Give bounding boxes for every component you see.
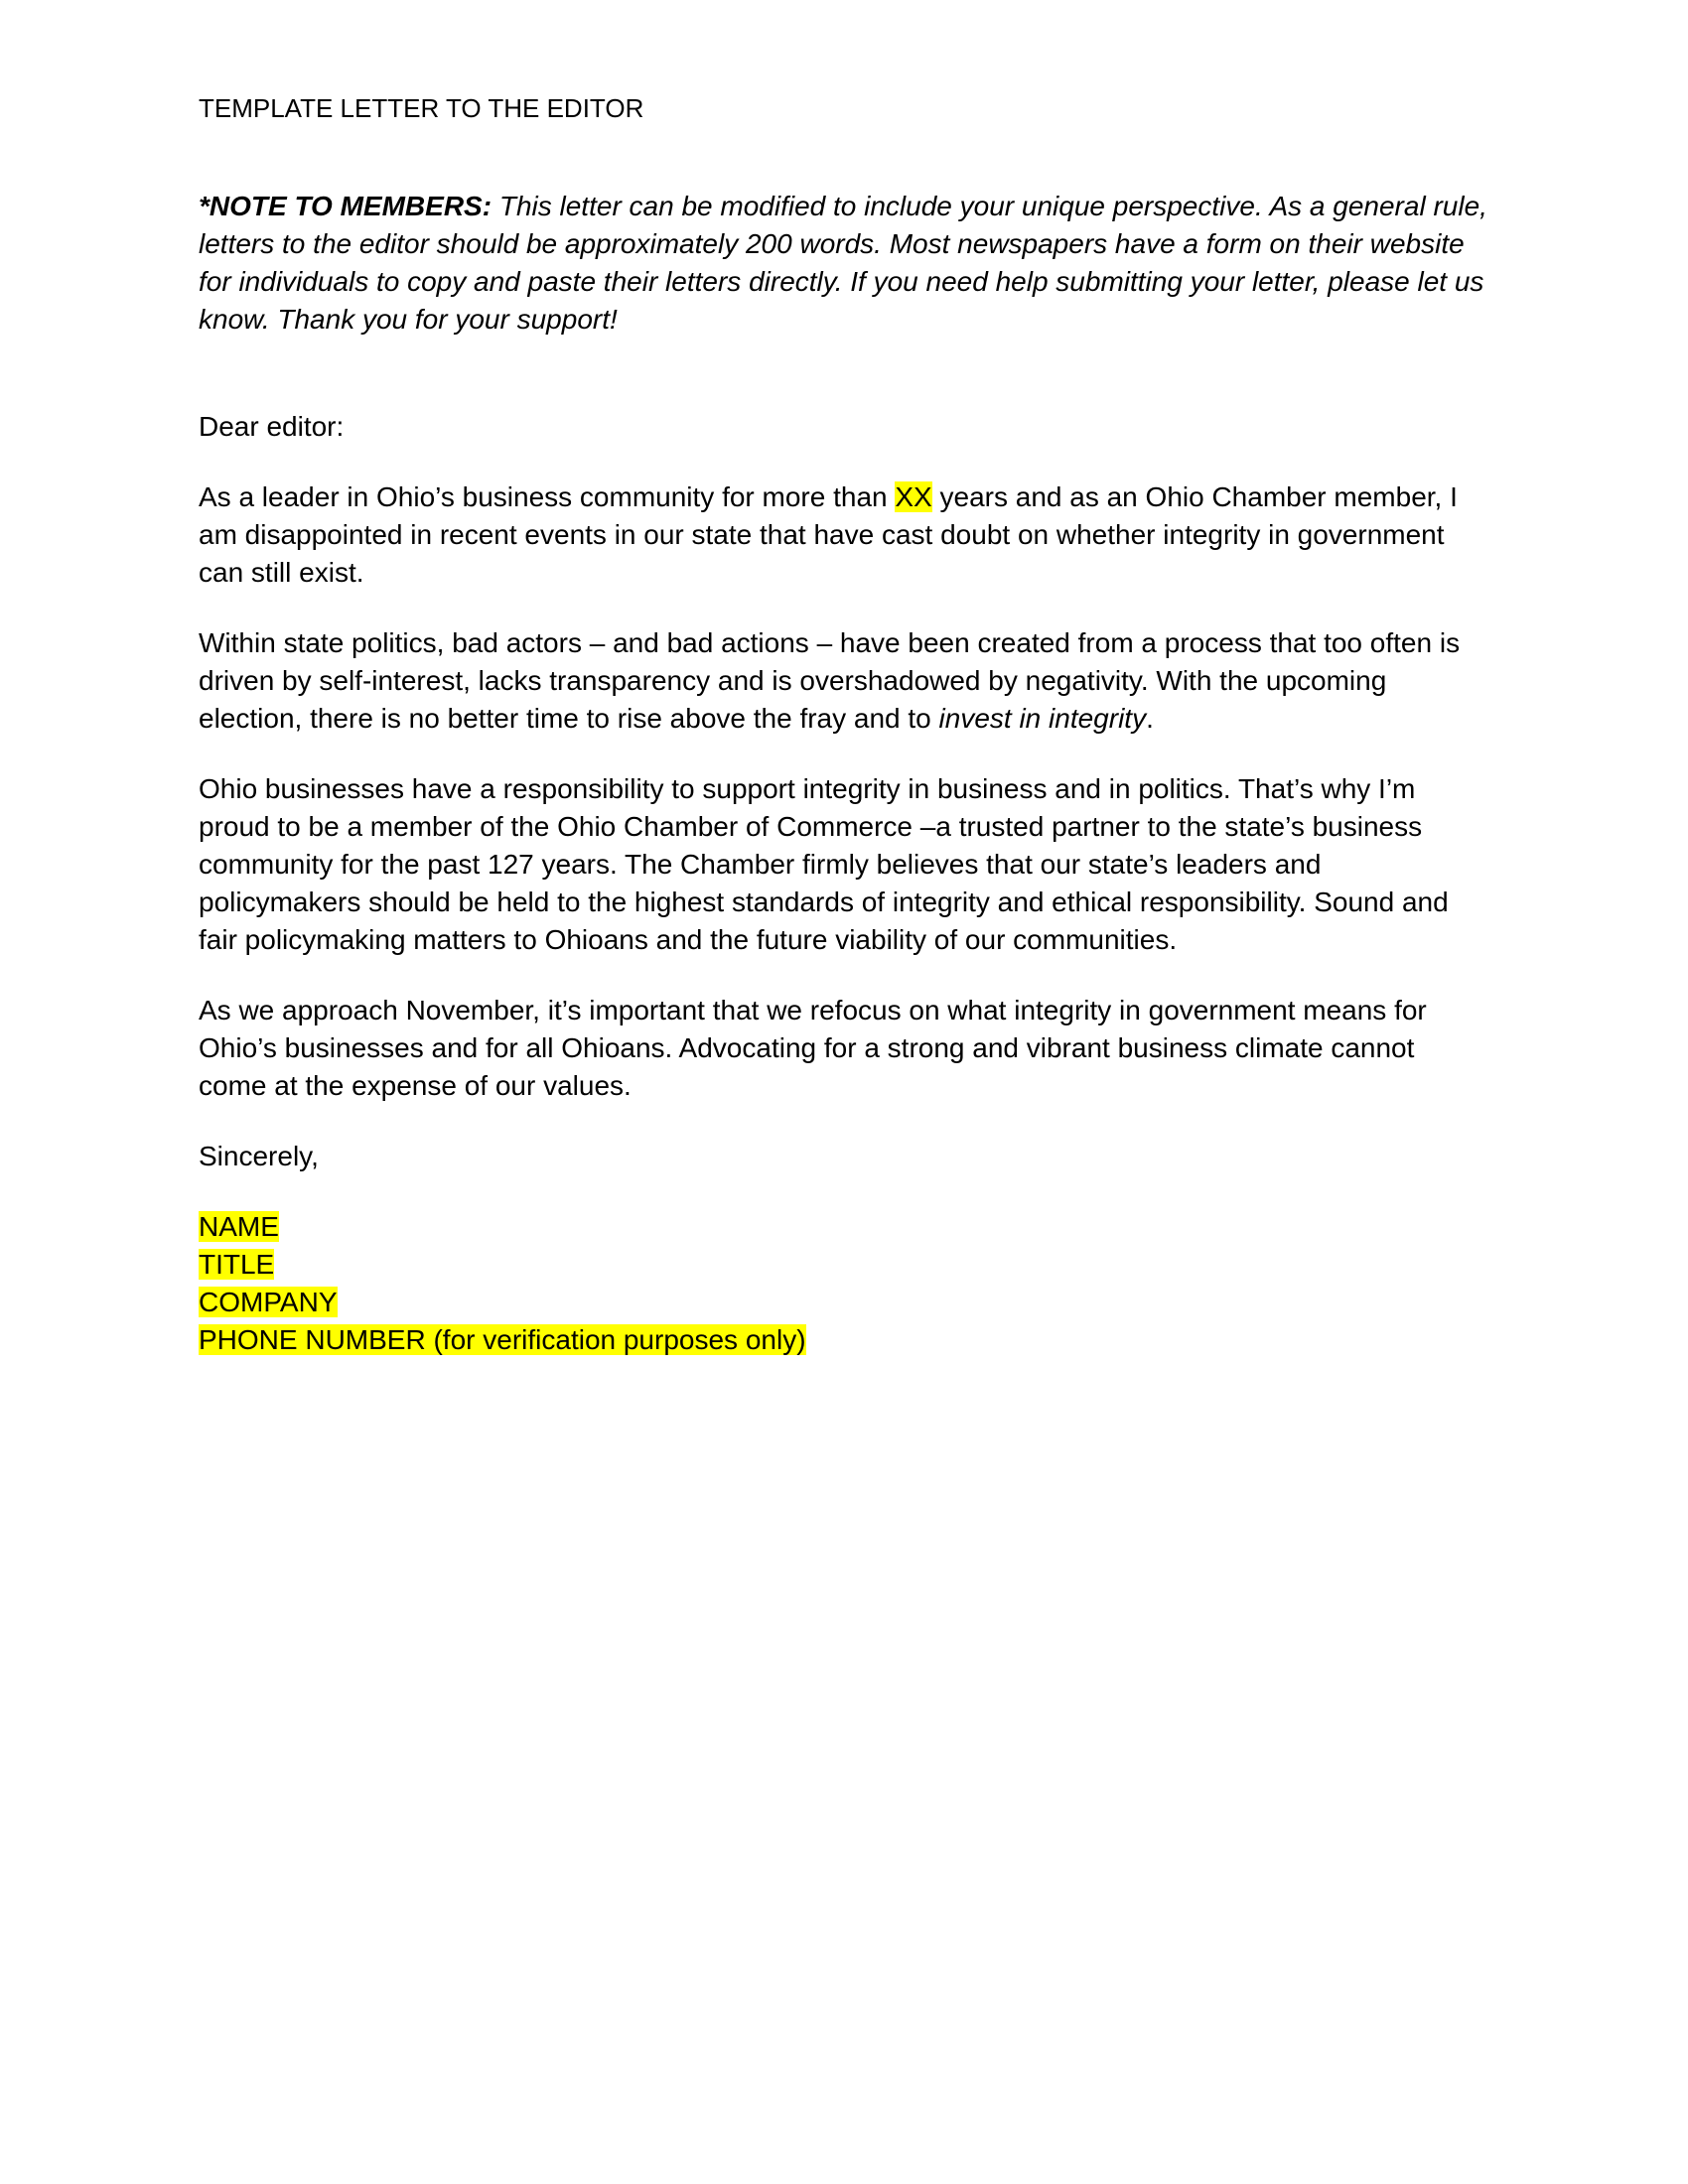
signature-phone: PHONE NUMBER (for verification purposes only)	[199, 1324, 806, 1355]
signature-block	[199, 1208, 1489, 1359]
paragraph-2-text-start: Within state politics, bad actors – and bad actions – have been created from a process that too often is driven by self-interest, lacks transparency and is overshadowed by negativity. With the upcoming election, there is no better time to rise above the fray and to	[199, 627, 1461, 734]
note-to-members	[199, 188, 1489, 339]
note-text: This letter can be modified to include your unique perspective. As a general rule, letters to the editor should be approximately 200 words. Most newspapers have a form on their website for individuals to copy and paste their letters directly. If you need help submitting your letter, please let us know. Thank you for your support!	[199, 191, 1487, 335]
years-placeholder-highlight: XX	[895, 481, 932, 512]
paragraph-1	[199, 478, 1489, 592]
paragraph-2	[199, 624, 1489, 738]
paragraph-2-text-end: .	[1146, 703, 1154, 734]
letter-content	[199, 89, 1489, 1359]
signature-name: NAME	[199, 1211, 279, 1242]
signature-name-line	[199, 1208, 1489, 1246]
paragraph-2-emphasis: invest in integrity	[938, 703, 1147, 734]
signature-phone-line	[199, 1321, 1489, 1359]
paragraph-1-text-end: years and as an Ohio Chamber member, I am disappointed in recent events in our state that have cast doubt on whether integrity in government can still exist.	[199, 481, 1458, 588]
note-label: *NOTE TO MEMBERS:	[199, 191, 492, 221]
signature-title: TITLE	[199, 1249, 275, 1280]
signature-title-line	[199, 1246, 1489, 1284]
document-title: TEMPLATE LETTER TO THE EDITOR	[199, 93, 644, 123]
closing: Sincerely,	[199, 1141, 319, 1171]
paragraph-4: As we approach November, it’s important that we refocus on what integrity in government means for Ohio’s businesses and for all Ohioans. Advocating for a strong and vibrant business climate cannot come at the expense of our values.	[199, 995, 1427, 1101]
paragraph-3: Ohio businesses have a responsibility to support integrity in business and in politics. That’s why I’m proud to be a member of the Ohio Chamber of Commerce –a trusted partner to the state’s business community for the past 127 years. The Chamber firmly believes that our state’s leaders and policymakers should be held to the highest standards of integrity and ethical responsibility. Sound and fair policymaking matters to Ohioans and the future viability of our communities.	[199, 773, 1449, 955]
signature-company: COMPANY	[199, 1287, 338, 1317]
paragraph-1-text-start: As a leader in Ohio’s business community for more than	[199, 481, 896, 512]
salutation: Dear editor:	[199, 411, 345, 442]
signature-company-line	[199, 1284, 1489, 1321]
